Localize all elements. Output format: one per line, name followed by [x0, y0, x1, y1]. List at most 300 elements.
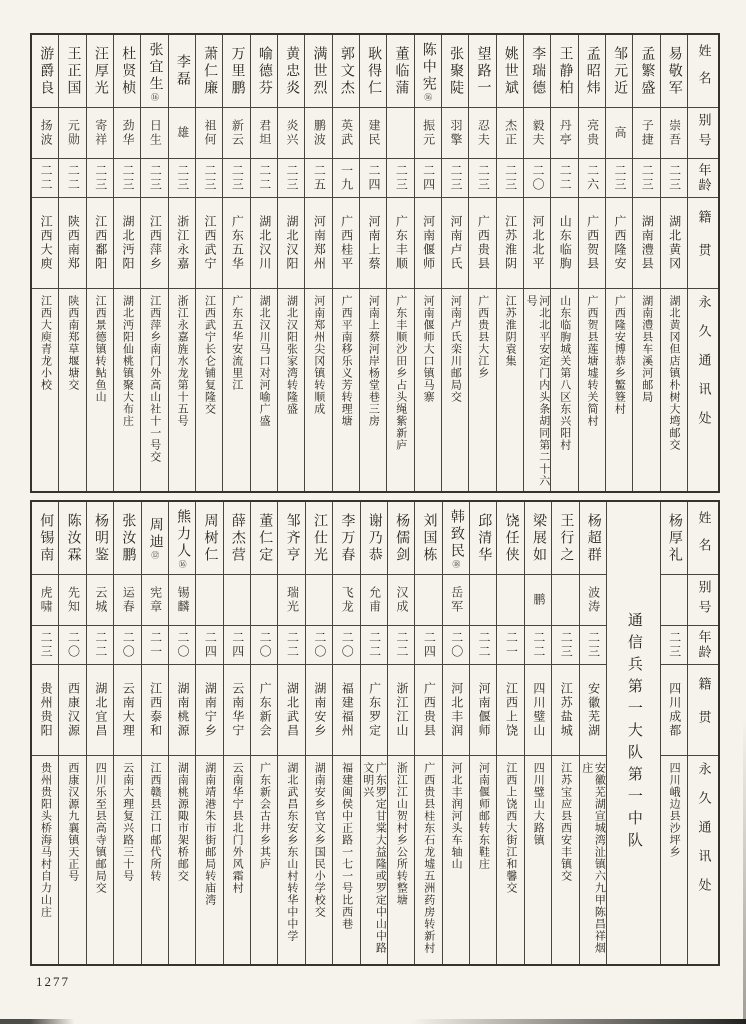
person-address: 安徽芜湖宣城湾沚镇六九甲陈昌祥烟庄	[580, 762, 606, 954]
native-place-cell	[87, 198, 113, 289]
person-native-place: 湖南宁乡	[203, 682, 218, 738]
alias-cell	[114, 575, 140, 626]
alias-cell	[32, 108, 58, 159]
age-cell	[114, 626, 140, 665]
native-place-cell	[251, 665, 277, 756]
address-cell	[333, 289, 359, 491]
alias-cell	[415, 575, 441, 626]
roster-column	[497, 502, 524, 964]
person-name: 王正国	[65, 45, 81, 97]
alias-cell	[333, 575, 359, 626]
address-cell	[278, 289, 304, 491]
name-cell	[223, 35, 249, 108]
person-age: 二三	[503, 164, 518, 192]
person-name: 刘国栋	[421, 512, 437, 564]
roster-column	[306, 502, 333, 964]
roster-table-top	[30, 33, 720, 493]
person-native-place: 广西隆安	[612, 215, 627, 271]
roster-column	[497, 35, 524, 491]
native-place-cell	[470, 665, 496, 756]
alias-cell	[524, 108, 550, 159]
age-cell	[251, 159, 277, 198]
person-alias: 忍夫	[476, 119, 491, 147]
native-place-cell	[497, 665, 523, 756]
alias-cell	[306, 575, 332, 626]
row-header-address: 永久通讯处	[696, 762, 712, 907]
native-place-cell	[114, 198, 140, 289]
name-cell	[415, 35, 441, 108]
address-cell	[223, 289, 249, 491]
person-age: 二二	[39, 164, 54, 192]
person-age: 二三	[148, 164, 163, 192]
alias-cell	[224, 575, 250, 626]
native-place-cell	[223, 198, 249, 289]
name-cell	[442, 35, 468, 108]
person-alias: 鹏波	[312, 119, 327, 147]
person-alias: 炎兴	[285, 119, 300, 147]
address-cell	[114, 756, 140, 964]
person-native-place: 江西大庾	[39, 215, 54, 271]
native-place-cell	[524, 198, 550, 289]
person-age: 二三	[476, 164, 491, 192]
person-address: 陕西南郑草堰塘交	[66, 295, 79, 391]
name-cell	[32, 35, 58, 108]
roster-column	[580, 502, 607, 964]
address-cell	[169, 756, 195, 964]
person-address: 广西贵县桂东石龙墟五洲药房转新村	[422, 762, 435, 954]
person-age: 二三	[394, 164, 409, 192]
alias-cell	[278, 575, 304, 626]
person-native-place: 江苏盐城	[559, 682, 574, 738]
alias-cell	[278, 108, 304, 159]
address-cell	[142, 756, 168, 964]
native-place-cell	[442, 198, 468, 289]
address-cell	[196, 289, 222, 491]
person-alias: 英武	[339, 119, 354, 147]
person-address: 西康汉源九襄镇天正号	[66, 762, 79, 882]
row-header-native-cell	[688, 198, 718, 289]
person-name: 汪厚光	[92, 45, 108, 97]
alias-cell	[579, 108, 605, 159]
alias-cell	[196, 575, 222, 626]
age-cell	[661, 159, 687, 198]
native-place-cell	[305, 198, 331, 289]
name-cell	[278, 502, 304, 575]
person-alias: 扬波	[39, 119, 54, 147]
roster-column	[59, 35, 86, 491]
person-native-place: 云南大理	[121, 682, 136, 738]
person-name: 杜贤桢	[120, 45, 136, 97]
person-alias: 鹏	[531, 593, 546, 607]
alias-cell	[497, 575, 523, 626]
person-address: 浙江永嘉旌水龙第十五号	[176, 295, 189, 427]
person-address: 广西隆安博恭乡鳘簦村	[613, 295, 626, 415]
person-age: 二二	[285, 631, 300, 659]
roster-columns-top	[32, 35, 688, 491]
roster-column	[551, 35, 578, 491]
name-cell	[661, 502, 687, 575]
roster-column	[524, 35, 551, 491]
roster-column	[196, 502, 223, 964]
person-age: 二〇	[258, 631, 273, 659]
person-age: 二六	[585, 164, 600, 192]
person-name: 何锡南	[38, 512, 54, 564]
alias-cell	[114, 108, 140, 159]
native-place-cell	[251, 198, 277, 289]
name-cell	[388, 502, 414, 575]
address-cell	[606, 289, 632, 491]
person-address: 河南郑州尖冈镇转顺成	[312, 295, 325, 415]
person-alias: 锡麟	[175, 586, 190, 614]
row-header-native: 籍贯	[696, 210, 712, 276]
roster-column	[87, 35, 114, 491]
person-native-place: 湖北黄冈	[667, 215, 682, 271]
person-address: 云南华宁县北门外风霜村	[231, 762, 244, 894]
age-cell	[415, 626, 441, 665]
name-cell	[59, 35, 85, 108]
address-cell	[333, 756, 359, 964]
native-place-cell	[443, 665, 469, 756]
person-name: 李磊	[174, 54, 190, 88]
alias-cell	[469, 108, 495, 159]
row-header-name-cell	[688, 35, 718, 108]
person-address: 广东新会古井乡其庐	[258, 762, 271, 870]
age-cell	[388, 626, 414, 665]
person-name: 邹齐亨	[284, 512, 300, 564]
person-age: 二〇	[66, 631, 81, 659]
person-age: 二〇	[530, 164, 545, 192]
address-cell	[278, 756, 304, 964]
name-note: ⑯	[178, 559, 188, 568]
person-alias: 虎啸	[39, 586, 54, 614]
native-place-cell	[59, 198, 85, 289]
name-cell	[415, 502, 441, 575]
roster-column	[223, 35, 250, 491]
person-address: 四川璧山大路镇	[532, 762, 545, 846]
native-place-cell	[633, 198, 659, 289]
person-age: 二二	[66, 164, 81, 192]
person-age: 二一	[504, 631, 519, 659]
row-header-address-cell	[688, 289, 718, 491]
age-cell	[32, 159, 58, 198]
person-age: 二三	[93, 164, 108, 192]
person-address: 江西萍乡南门外高山社十一号交	[148, 295, 161, 463]
person-native-place: 广西贺县	[585, 215, 600, 271]
person-native-place: 广东新会	[258, 682, 273, 738]
roster-column	[141, 35, 168, 491]
person-age: 二三	[203, 164, 218, 192]
person-age: 二四	[230, 631, 245, 659]
row-header-name-cell	[688, 502, 718, 575]
name-note: ⑫	[150, 551, 160, 559]
name-cell	[580, 502, 606, 575]
native-place-cell	[32, 198, 58, 289]
name-note: ⑱	[451, 559, 461, 568]
address-cell	[32, 289, 58, 491]
person-age: 二〇	[312, 631, 327, 659]
address-cell	[415, 289, 441, 491]
person-age: 二二	[531, 631, 546, 659]
name-cell	[551, 35, 577, 108]
person-native-place: 广西桂平	[339, 215, 354, 271]
name-cell	[470, 502, 496, 575]
roster-column	[442, 35, 469, 491]
person-native-place: 河南卢氏	[448, 215, 463, 271]
person-age: 二四	[203, 631, 218, 659]
person-alias: 先知	[66, 586, 81, 614]
age-cell	[59, 159, 85, 198]
person-age: 二三	[448, 164, 463, 192]
person-native-place: 浙江永嘉	[175, 215, 190, 271]
person-age: 二二	[477, 631, 492, 659]
person-name: 王静柏	[557, 45, 573, 97]
person-address: 湖北武昌东安乡东山村转华中中学	[285, 762, 298, 942]
person-name: 董仁定	[257, 512, 273, 564]
native-place-cell	[32, 665, 58, 756]
person-alias: 振元	[421, 119, 436, 147]
native-place-cell	[415, 198, 441, 289]
alias-cell	[59, 108, 85, 159]
address-cell	[442, 289, 468, 491]
address-cell	[32, 756, 58, 964]
name-cell	[59, 502, 85, 575]
age-cell	[196, 159, 222, 198]
person-alias: 岳军	[449, 586, 464, 614]
age-cell	[551, 159, 577, 198]
person-alias: 宪章	[148, 586, 163, 614]
row-header-age-cell	[688, 159, 718, 198]
row-header-age-cell	[688, 626, 718, 665]
row-header-native-cell	[688, 665, 718, 756]
age-cell	[59, 626, 85, 665]
name-cell	[224, 502, 250, 575]
person-native-place: 江西上饶	[504, 682, 519, 738]
person-address: 贵州贵阳头桥海马村自力山庄	[39, 762, 52, 918]
native-place-cell	[169, 665, 195, 756]
age-cell	[196, 626, 222, 665]
age-cell	[169, 626, 195, 665]
name-cell	[169, 35, 195, 108]
native-place-cell	[169, 198, 195, 289]
age-cell	[497, 159, 523, 198]
age-cell	[661, 626, 687, 665]
address-cell	[306, 756, 332, 964]
age-cell	[579, 159, 605, 198]
address-cell	[196, 756, 222, 964]
person-age: 二〇	[121, 631, 136, 659]
address-cell	[141, 289, 167, 491]
person-age: 二三	[667, 164, 682, 192]
name-cell	[360, 35, 386, 108]
alias-cell	[223, 108, 249, 159]
age-cell	[278, 626, 304, 665]
native-place-cell	[196, 198, 222, 289]
person-name: 满世烈	[311, 45, 327, 97]
person-address: 广东五华安流里江	[230, 295, 243, 391]
person-age: 二二	[367, 631, 382, 659]
person-address: 河南偃师大口镇马寨	[422, 295, 435, 403]
person-native-place: 四川璧山	[531, 682, 546, 738]
person-name: 易敬军	[666, 45, 682, 97]
age-cell	[361, 626, 387, 665]
person-address: 云南大理复兴路三十号	[121, 762, 134, 882]
roster-column	[278, 502, 305, 964]
person-native-place: 陕西南郑	[66, 215, 81, 271]
person-name: 邹元近	[612, 45, 628, 97]
person-age: 二三	[640, 164, 655, 192]
roster-column	[251, 35, 278, 491]
person-alias: 汉成	[394, 586, 409, 614]
age-cell	[497, 626, 523, 665]
address-cell	[443, 756, 469, 964]
native-place-cell	[387, 198, 413, 289]
age-cell	[443, 626, 469, 665]
roster-column	[661, 35, 688, 491]
native-place-cell	[388, 665, 414, 756]
address-cell	[251, 289, 277, 491]
person-name: 陈中宪	[420, 41, 436, 93]
alias-cell	[552, 575, 578, 626]
alias-cell	[661, 108, 687, 159]
name-cell	[278, 35, 304, 108]
alias-cell	[305, 108, 331, 159]
name-cell	[333, 35, 359, 108]
roster-column	[360, 35, 387, 491]
person-native-place: 湖南澧县	[640, 215, 655, 271]
scan-edge-artifact	[0, 1019, 746, 1024]
person-native-place: 贵州贵阳	[39, 682, 54, 738]
age-cell	[224, 626, 250, 665]
age-cell	[360, 159, 386, 198]
age-cell	[87, 159, 113, 198]
native-place-cell	[306, 665, 332, 756]
address-cell	[415, 756, 441, 964]
alias-cell	[251, 575, 277, 626]
alias-cell	[169, 575, 195, 626]
person-native-place: 湖北武昌	[285, 682, 300, 738]
age-cell	[114, 159, 140, 198]
age-cell	[333, 159, 359, 198]
name-cell	[469, 35, 495, 108]
native-place-cell	[87, 665, 113, 756]
person-address: 湖南桃源陬市架桥邮交	[176, 762, 189, 882]
age-cell	[223, 159, 249, 198]
person-age: 二三	[612, 164, 627, 192]
person-native-place: 山东临朐	[558, 215, 573, 271]
native-place-cell	[525, 665, 551, 756]
alias-cell	[580, 575, 606, 626]
person-age: 二二	[394, 631, 409, 659]
person-name: 江仕光	[311, 512, 327, 564]
person-age: 二四	[421, 164, 436, 192]
name-cell	[169, 502, 195, 575]
person-age: 二三	[175, 164, 190, 192]
age-cell	[469, 159, 495, 198]
person-name: 饶任侠	[503, 512, 519, 564]
person-address: 湖南澧县车溪河邮局	[640, 295, 653, 403]
person-address: 河北北平安定门内头条胡同第二十六号	[525, 295, 550, 487]
person-native-place: 湖北沔阳	[121, 215, 136, 271]
name-cell	[525, 502, 551, 575]
native-place-cell	[142, 665, 168, 756]
roster-column	[361, 502, 388, 964]
person-address: 四川峨边县沙坪乡	[668, 762, 681, 858]
name-cell	[361, 502, 387, 575]
native-place-cell	[333, 665, 359, 756]
person-native-place: 河南偃师	[477, 682, 492, 738]
age-cell	[32, 626, 58, 665]
person-name: 杨厚礼	[666, 512, 682, 564]
person-name: 喻德芬	[256, 45, 272, 97]
person-name: 李瑞德	[530, 45, 546, 97]
person-native-place: 江西泰和	[148, 682, 163, 738]
roster-column	[278, 35, 305, 491]
person-alias: 杰正	[503, 119, 518, 147]
person-alias: 羽擎	[448, 119, 463, 147]
name-cell	[633, 35, 659, 108]
person-name: 姚世斌	[502, 45, 518, 97]
person-native-place: 河南上蔡	[367, 215, 381, 271]
person-name: 萧仁廉	[202, 45, 218, 97]
roster-column	[388, 502, 415, 964]
person-alias: 崇吾	[667, 119, 682, 147]
row-header-address-cell	[688, 756, 718, 964]
person-native-place: 安徽芜湖	[586, 682, 601, 738]
person-address: 广西平南移乐义芳转理塘	[340, 295, 353, 427]
native-place-cell	[196, 665, 222, 756]
header-column	[688, 35, 718, 491]
native-place-cell	[580, 665, 606, 756]
person-name: 张聚陡	[448, 45, 464, 97]
roster-column	[525, 502, 552, 964]
roster-column	[387, 35, 414, 491]
person-age: 二二	[558, 164, 573, 192]
age-cell	[141, 159, 167, 198]
person-native-place: 湖北宜昌	[93, 682, 108, 738]
person-name: 韩致民	[448, 508, 464, 560]
person-name: 郭文杰	[338, 45, 354, 97]
person-native-place: 江西萍乡	[148, 215, 163, 271]
native-place-cell	[333, 198, 359, 289]
address-cell	[59, 289, 85, 491]
roster-column	[142, 502, 169, 964]
address-cell	[633, 289, 659, 491]
roster-column	[443, 502, 470, 964]
person-alias: 君坦	[257, 119, 272, 147]
name-cell	[552, 502, 578, 575]
person-address: 江西赣县江口邮代所转	[149, 762, 161, 882]
person-alias: 丹亭	[558, 119, 573, 147]
person-age: 二三	[121, 164, 136, 192]
address-cell	[661, 756, 687, 964]
person-name: 李万春	[339, 512, 355, 564]
person-name: 耿得仁	[366, 45, 382, 97]
person-native-place: 湖北汉阳	[285, 215, 300, 271]
native-place-cell	[361, 665, 387, 756]
alias-cell	[415, 108, 441, 159]
roster-column	[196, 35, 223, 491]
name-cell	[387, 35, 413, 108]
alias-cell	[361, 575, 387, 626]
age-cell	[387, 159, 413, 198]
alias-cell	[661, 575, 687, 626]
person-native-place: 广西贵县	[422, 682, 437, 738]
person-native-place: 广东丰顺	[394, 215, 409, 271]
name-cell	[87, 502, 113, 575]
age-cell	[524, 159, 550, 198]
person-native-place: 河北丰润	[449, 682, 464, 738]
address-cell	[361, 756, 387, 964]
